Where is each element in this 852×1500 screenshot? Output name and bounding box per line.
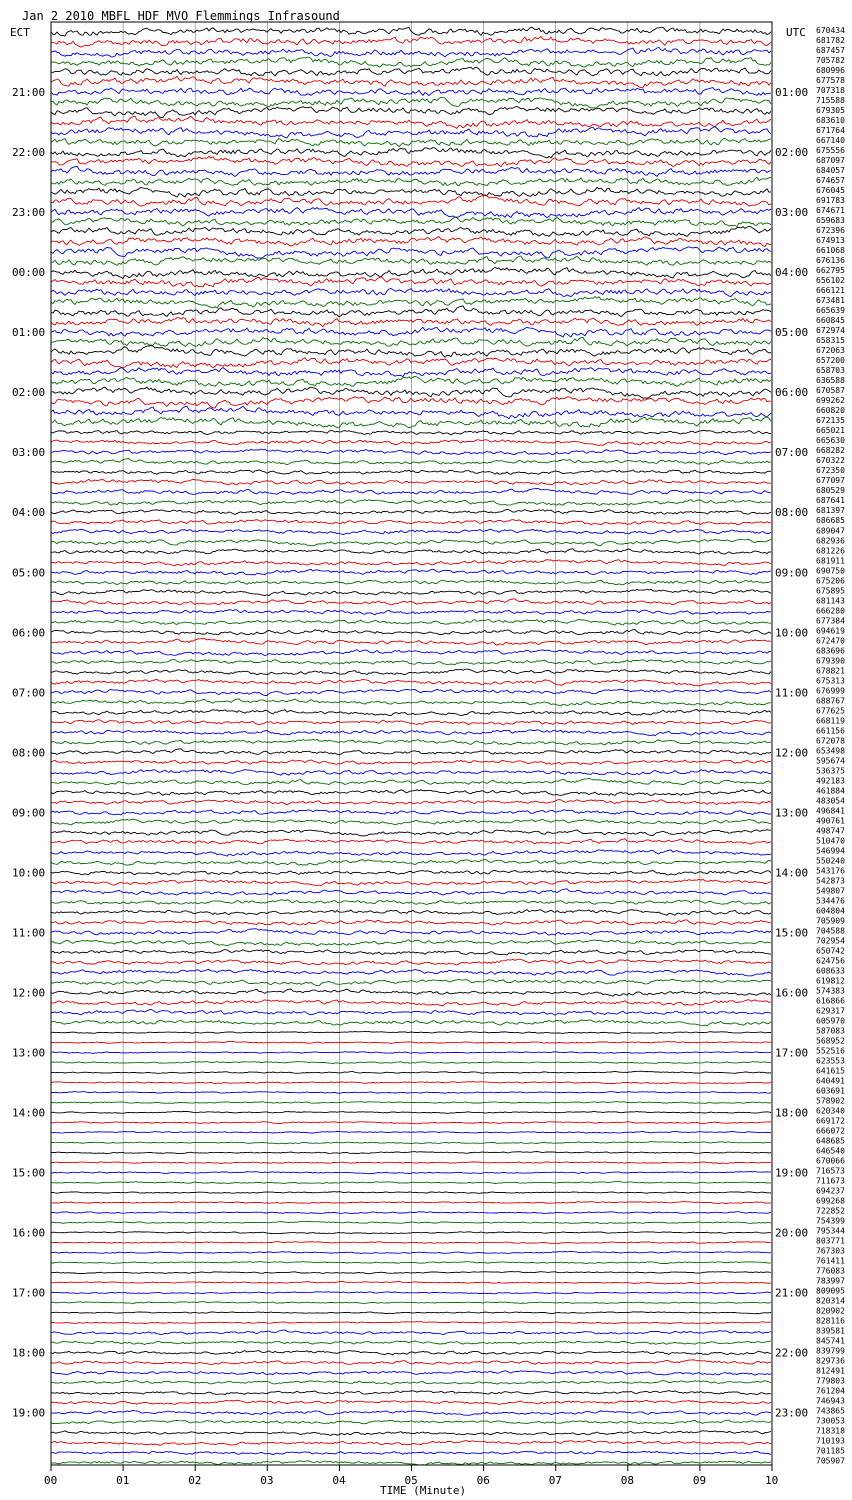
trace-value-label: 483054 [816, 796, 845, 806]
trace-value-label: 665630 [816, 436, 845, 446]
trace-value-label: 672350 [816, 466, 845, 476]
trace-value-label: 671764 [816, 126, 845, 136]
trace-value-label: 461884 [816, 786, 845, 796]
trace-value-label: 658703 [816, 366, 845, 376]
right-axis-label: UTC [786, 26, 806, 39]
trace-value-label: 681226 [816, 546, 845, 556]
trace-value-label: 656102 [816, 276, 845, 286]
trace-value-label: 658315 [816, 336, 845, 346]
trace-value-label: 666280 [816, 606, 845, 616]
trace-value-label: 666072 [816, 1126, 845, 1136]
right-hour-label: 11:00 [775, 686, 809, 700]
trace-value-label: 681397 [816, 506, 845, 516]
trace-value-label: 746943 [816, 1396, 845, 1406]
trace-value-label: 677625 [816, 706, 845, 716]
trace-value-label: 694619 [816, 626, 845, 636]
trace-value-label: 604804 [816, 906, 845, 916]
left-hour-label: 03:00 [12, 446, 46, 460]
trace-value-label: 829736 [816, 1356, 845, 1366]
left-hour-label: 11:00 [12, 926, 46, 940]
x-tick-label: 08 [620, 1474, 635, 1487]
trace-value-label: 722852 [816, 1206, 845, 1216]
trace-value-label: 595674 [816, 756, 845, 766]
trace-value-label: 707318 [816, 86, 845, 96]
trace-value-label: 710193 [816, 1436, 845, 1446]
trace-value-label: 659683 [816, 216, 845, 226]
trace-value-label: 681911 [816, 556, 845, 566]
chart-title: Jan 2 2010 MBFL HDF MVO Flemmings Infrasound [22, 9, 340, 23]
trace-value-label: 691783 [816, 196, 845, 206]
trace-value-label: 783997 [816, 1276, 845, 1286]
trace-value-label: 641615 [816, 1066, 845, 1076]
left-hour-label: 04:00 [12, 506, 46, 520]
trace-value-label: 587083 [816, 1026, 845, 1036]
right-hour-label: 23:00 [775, 1406, 809, 1420]
trace-value-label: 828116 [816, 1316, 845, 1326]
trace-value-label: 668119 [816, 716, 845, 726]
trace-value-label: 718318 [816, 1426, 845, 1436]
trace-value-label: 543176 [816, 866, 845, 876]
trace-value-label: 498747 [816, 826, 845, 836]
trace-value-label: 669172 [816, 1116, 845, 1126]
trace-value-label: 673481 [816, 296, 845, 306]
right-hour-label: 20:00 [775, 1226, 809, 1240]
left-hour-label: 17:00 [12, 1286, 46, 1300]
trace-value-label: 677384 [816, 616, 845, 626]
x-tick-label: 04 [332, 1474, 346, 1487]
trace-value-label: 672974 [816, 326, 845, 336]
trace-value-label: 568952 [816, 1036, 845, 1046]
trace-value-label: 646540 [816, 1146, 845, 1156]
trace-value-label: 702954 [816, 936, 845, 946]
trace-value-label: 492183 [816, 776, 845, 786]
trace-value-label: 672470 [816, 636, 845, 646]
right-hour-label: 22:00 [775, 1346, 809, 1360]
left-hour-label: 05:00 [12, 566, 46, 580]
right-hour-label: 05:00 [775, 326, 809, 340]
trace-value-label: 687457 [816, 46, 845, 56]
trace-value-label: 660820 [816, 406, 845, 416]
trace-value-label: 779803 [816, 1376, 845, 1386]
trace-value-label: 672135 [816, 416, 845, 426]
trace-value-label: 839581 [816, 1326, 845, 1336]
right-hour-label: 08:00 [775, 506, 809, 520]
trace-value-label: 701185 [816, 1446, 845, 1456]
trace-value-label: 776083 [816, 1266, 845, 1276]
trace-value-label: 670322 [816, 456, 845, 466]
trace-value-label: 672078 [816, 736, 845, 746]
trace-value-label: 546994 [816, 846, 845, 856]
right-hour-label: 09:00 [775, 566, 809, 580]
trace-value-label: 653498 [816, 746, 845, 756]
trace-value-label: 675556 [816, 146, 845, 156]
trace-value-label: 705909 [816, 916, 845, 926]
trace-value-label: 674657 [816, 176, 845, 186]
trace-value-label: 681143 [816, 596, 845, 606]
x-tick-label: 09 [692, 1474, 707, 1487]
right-hour-label: 21:00 [775, 1286, 809, 1300]
x-tick-label: 07 [548, 1474, 562, 1487]
right-hour-label: 16:00 [775, 986, 809, 1000]
left-hour-label: 18:00 [12, 1346, 46, 1360]
trace-value-label: 676999 [816, 686, 845, 696]
trace-value-label: 676045 [816, 186, 845, 196]
x-tick-label: 00 [44, 1474, 58, 1487]
trace-value-label: 676136 [816, 256, 845, 266]
trace-value-label: 839799 [816, 1346, 845, 1356]
trace-value-label: 716573 [816, 1166, 845, 1176]
trace-value-label: 574383 [816, 986, 845, 996]
left-hour-label: 10:00 [12, 866, 46, 880]
left-hour-label: 19:00 [12, 1406, 46, 1420]
trace-value-label: 578902 [816, 1096, 845, 1106]
trace-value-label: 605970 [816, 1016, 845, 1026]
trace-value-label: 686685 [816, 516, 845, 526]
trace-value-label: 809095 [816, 1286, 845, 1296]
x-tick-label: 06 [476, 1474, 490, 1487]
trace-value-label: 665639 [816, 306, 845, 316]
x-tick-label: 02 [188, 1474, 202, 1487]
right-hour-label: 14:00 [775, 866, 809, 880]
right-hour-label: 10:00 [775, 626, 809, 640]
trace-value-label: 690750 [816, 566, 845, 576]
trace-value-label: 694237 [816, 1186, 845, 1196]
trace-value-label: 603691 [816, 1086, 845, 1096]
right-hour-label: 04:00 [775, 266, 809, 280]
trace-value-label: 496841 [816, 806, 845, 816]
trace-value-label: 670434 [816, 26, 845, 35]
trace-value-label: 616866 [816, 996, 845, 1006]
left-hour-label: 01:00 [12, 326, 46, 340]
trace-value-label: 648685 [816, 1136, 845, 1146]
trace-value-label: 675206 [816, 576, 845, 586]
trace-value-label: 661068 [816, 246, 845, 256]
x-tick-label: 03 [260, 1474, 274, 1487]
left-hour-label: 08:00 [12, 746, 46, 760]
right-hour-label: 02:00 [775, 146, 809, 160]
left-hour-label: 22:00 [12, 146, 46, 160]
trace-value-label: 743865 [816, 1406, 845, 1416]
trace-value-label: 624756 [816, 956, 845, 966]
trace-value-label: 820314 [816, 1296, 845, 1306]
left-hour-label: 06:00 [12, 626, 46, 640]
left-hour-label: 14:00 [12, 1106, 46, 1120]
trace-value-label: 677097 [816, 476, 845, 486]
trace-value-label: 679390 [816, 656, 845, 666]
trace-value-label: 803771 [816, 1236, 845, 1246]
trace-value-label: 550240 [816, 856, 845, 866]
trace-value-label: 845741 [816, 1336, 845, 1346]
trace-value-label: 761204 [816, 1386, 845, 1396]
left-axis-label: ECT [10, 26, 30, 39]
left-hour-label: 00:00 [12, 266, 46, 280]
left-hour-label: 23:00 [12, 206, 46, 220]
trace-value-label: 812491 [816, 1366, 845, 1376]
x-tick-label: 10 [765, 1474, 779, 1487]
left-hour-label: 21:00 [12, 86, 46, 100]
trace-value-label: 680529 [816, 486, 845, 496]
left-hour-label: 09:00 [12, 806, 46, 820]
trace-value-label: 623553 [816, 1056, 845, 1066]
trace-value-label: 683696 [816, 646, 845, 656]
trace-value-label: 705782 [816, 56, 845, 66]
trace-value-label: 680996 [816, 66, 845, 76]
trace-value-label: 689047 [816, 526, 845, 536]
trace-value-label: 510470 [816, 836, 845, 846]
trace-value-label: 536375 [816, 766, 845, 776]
trace-value-label: 674913 [816, 236, 845, 246]
trace-value-label: 795344 [816, 1226, 845, 1236]
left-hour-label: 07:00 [12, 686, 46, 700]
trace-value-label: 670066 [816, 1156, 845, 1166]
right-hour-label: 12:00 [775, 746, 809, 760]
trace-value-label: 662795 [816, 266, 845, 276]
right-hour-label: 06:00 [775, 386, 809, 400]
trace-value-label: 657200 [816, 356, 845, 366]
trace-value-label: 620340 [816, 1106, 845, 1116]
trace-value-label: 675313 [816, 676, 845, 686]
trace-value-label: 679305 [816, 106, 845, 116]
trace-value-label: 767303 [816, 1246, 845, 1256]
trace-value-label: 619812 [816, 976, 845, 986]
trace-value-label: 542873 [816, 876, 845, 886]
trace-value-label: 677578 [816, 76, 845, 86]
trace-value-label: 699268 [816, 1196, 845, 1206]
trace-value-label: 711673 [816, 1176, 845, 1186]
trace-value-label: 552516 [816, 1046, 845, 1056]
trace-value-label: 683610 [816, 116, 845, 126]
left-hour-label: 12:00 [12, 986, 46, 1000]
trace-value-label: 684057 [816, 166, 845, 176]
trace-value-label: 699262 [816, 396, 845, 406]
trace-value-label: 490761 [816, 816, 845, 826]
trace-value-label: 661156 [816, 726, 845, 736]
trace-value-label: 629317 [816, 1006, 845, 1016]
trace-value-label: 675895 [816, 586, 845, 596]
trace-value-label: 665021 [816, 426, 845, 436]
trace-value-label: 688767 [816, 696, 845, 706]
trace-value-label: 704588 [816, 926, 845, 936]
trace-value-label: 674671 [816, 206, 845, 216]
right-hour-label: 19:00 [775, 1166, 809, 1180]
trace-value-label: 754399 [816, 1216, 845, 1226]
trace-value-label: 534476 [816, 896, 845, 906]
trace-value-label: 705907 [816, 1456, 845, 1466]
trace-value-label: 549807 [816, 886, 845, 896]
trace-value-label: 668282 [816, 446, 845, 456]
right-hour-label: 13:00 [775, 806, 809, 820]
trace-value-label: 715588 [816, 96, 845, 106]
trace-value-label: 761411 [816, 1256, 845, 1266]
trace-value-label: 636588 [816, 376, 845, 386]
trace-value-label: 730053 [816, 1416, 845, 1426]
right-hour-label: 18:00 [775, 1106, 809, 1120]
trace-value-label: 682936 [816, 536, 845, 546]
trace-value-label: 667140 [816, 136, 845, 146]
right-hour-label: 17:00 [775, 1046, 809, 1060]
trace-value-label: 650742 [816, 946, 845, 956]
trace-value-label: 640491 [816, 1076, 845, 1086]
x-axis-label: TIME (Minute) [380, 1484, 467, 1497]
trace-value-label: 666121 [816, 286, 845, 296]
trace-value-label: 672063 [816, 346, 845, 356]
trace-value-label: 678821 [816, 666, 845, 676]
trace-value-label: 687097 [816, 156, 845, 166]
left-hour-label: 15:00 [12, 1166, 46, 1180]
trace-value-label: 672396 [816, 226, 845, 236]
trace-value-label: 670587 [816, 386, 845, 396]
trace-value-label: 660845 [816, 316, 845, 326]
trace-value-labels [816, 26, 845, 1466]
right-hour-label: 15:00 [775, 926, 809, 940]
trace-value-label: 687641 [816, 496, 845, 506]
left-hour-label: 13:00 [12, 1046, 46, 1060]
trace-value-label: 820902 [816, 1306, 845, 1316]
right-hour-label: 01:00 [775, 86, 809, 100]
x-tick-label: 01 [116, 1474, 130, 1487]
left-hour-label: 16:00 [12, 1226, 46, 1240]
x-tick-label: 05 [404, 1474, 418, 1487]
left-hour-label: 02:00 [12, 386, 46, 400]
trace-value-label: 608633 [816, 966, 845, 976]
right-hour-label: 07:00 [775, 446, 809, 460]
trace-value-label: 681782 [816, 36, 845, 46]
right-hour-label: 03:00 [775, 206, 809, 220]
